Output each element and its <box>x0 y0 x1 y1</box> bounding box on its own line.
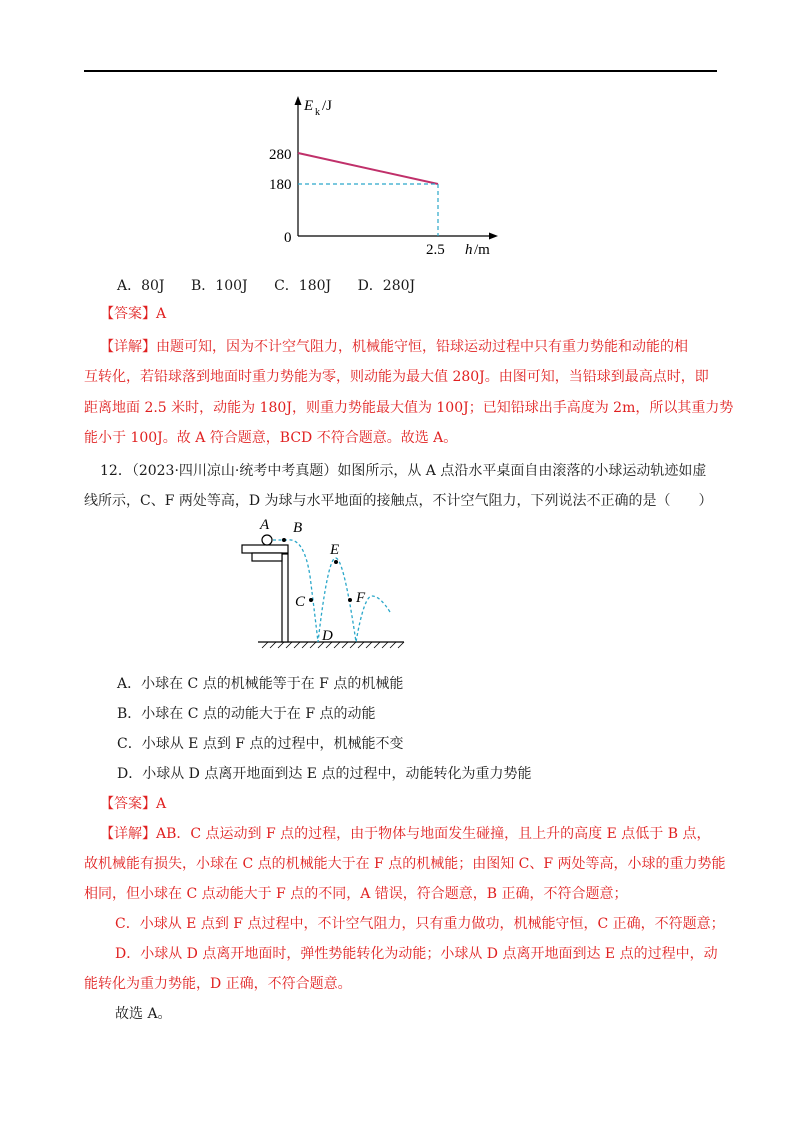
tick-0: 0 <box>284 230 292 246</box>
q11-detail-line-3: 距离地面 2.5 米时，动能为 180J，则重力势能最大值为 100J；已知铅球出手高度为 2m，所以其重力势 <box>84 400 734 416</box>
label-b: B <box>293 520 303 536</box>
q11-option-b: B．100J <box>191 278 248 294</box>
point-e <box>334 560 338 564</box>
y-label-unit: /J <box>322 98 333 114</box>
y-label: E <box>304 98 314 114</box>
q12-detail-line-6: 能转化为重力势能，D 正确，不符合题意。 <box>84 976 352 992</box>
ground-hatching <box>262 642 404 648</box>
q12-answer: 【答案】A <box>100 796 167 812</box>
tick-180: 180 <box>269 177 292 193</box>
ball-icon <box>262 535 272 545</box>
point-f <box>348 598 352 602</box>
label-f: F <box>356 590 366 606</box>
q12-option-c: C．小球从 E 点到 F 点的过程中，机械能不变 <box>117 736 404 752</box>
label-c: C <box>295 594 306 610</box>
q12-detail-line-1: 【详解】AB．C 点运动到 F 点的过程，由于物体与地面发生碰撞，且上升的高度 E 点低于 B 点， <box>100 826 711 842</box>
ek-h-graph <box>260 92 520 262</box>
q12-detail-line-3: 相同，但小球在 C 点动能大于 F 点的不同，A 错误，符合题意，B 正确，不符合题意； <box>84 886 628 902</box>
q12-conclusion: 故选 A。 <box>115 1006 172 1022</box>
table-bracket <box>252 553 282 561</box>
ek-line <box>298 153 438 184</box>
y-axis-arrow-icon <box>295 96 302 105</box>
x-label: h <box>465 242 473 258</box>
q12-detail-line-2: 故机械能有损失，小球在 C 点的机械能大于在 F 点的机械能；由图知 C、F 两处等高，小球的重力势能 <box>84 856 726 872</box>
q12-option-d: D．小球从 D 点离开地面到达 E 点的过程中，动能转化为重力势能 <box>117 766 532 782</box>
q11-detail-line-4: 能小于 100J。故 A 符合题意，BCD 不符合题意。故选 A。 <box>84 430 458 446</box>
q12-detail-line-5: D．小球从 D 点离开地面时，弹性势能转化为动能；小球从 D 点离开地面到达 E 点的过程中，动 <box>115 946 718 962</box>
q12-option-a: A．小球在 C 点的机械能等于在 F 点的机械能 <box>117 676 404 692</box>
x-label-unit: /m <box>474 242 490 258</box>
tick-2-5: 2.5 <box>426 242 445 258</box>
x-axis-arrow-icon <box>489 233 498 240</box>
label-a: A <box>260 517 270 533</box>
q11-option-d: D．280J <box>357 278 416 294</box>
bouncing-ball-figure <box>236 516 406 652</box>
q11-detail-line-2: 互转化，若铅球落到地面时重力势能为零，则动能为最大值 280J。由图可知，当铅球到最高点时，即 <box>84 369 709 385</box>
q11-option-c: C．180J <box>274 278 332 294</box>
q11-options <box>117 276 437 296</box>
q12-option-b: B．小球在 C 点的动能大于在 F 点的动能 <box>117 706 376 722</box>
y-label-sub: k <box>315 107 320 118</box>
q12-detail-line-4: C．小球从 E 点到 F 点过程中，不计空气阻力，只有重力做功，机械能守恒，C 正确，不符题意； <box>115 916 725 932</box>
table-top <box>242 545 288 553</box>
q11-answer: 【答案】A <box>100 306 167 322</box>
q11-detail-line-1: 【详解】由题可知，因为不计空气阻力，机械能守恒，铅球运动过程中只有重力势能和动能的相 <box>100 339 688 355</box>
q12-stem-line-2: 线所示，C、F 两处等高，D 为球与水平地面的接触点，不计空气阻力，下列说法不正确的是（ ） <box>84 493 713 509</box>
label-d: D <box>322 628 333 644</box>
table-leg <box>282 554 288 642</box>
tick-280: 280 <box>269 147 292 163</box>
header-rule <box>84 70 717 72</box>
q12-stem-line-1: 12．（2023·四川凉山·统考中考真题）如图所示，从 A 点沿水平桌面自由滚落的小球运动轨迹如虚 <box>100 463 707 479</box>
label-e: E <box>330 542 340 558</box>
q11-option-a: A．80J <box>117 278 165 294</box>
point-b <box>282 538 286 542</box>
point-c <box>309 598 313 602</box>
